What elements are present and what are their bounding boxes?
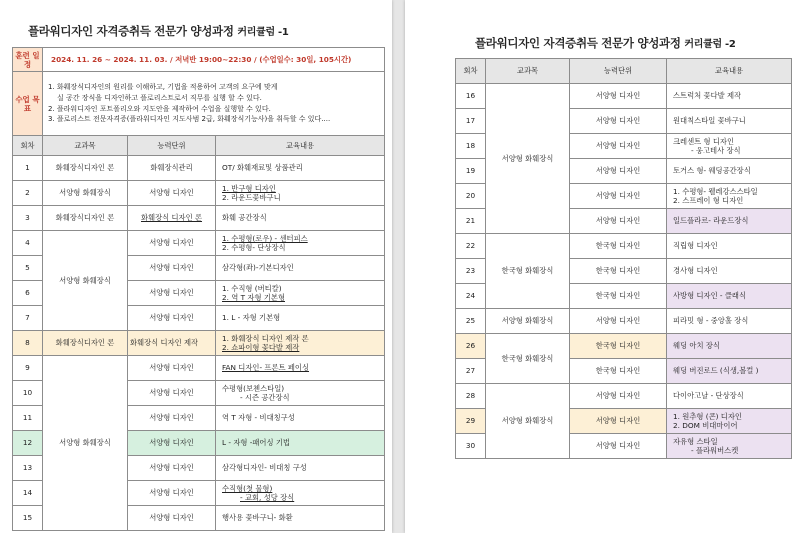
content-line: 토거스 형- 웨딩공간장식 — [673, 166, 751, 176]
content-line: 1. 수평형(로우) - 센터피스 — [222, 233, 308, 243]
content-line: 크레센트 형 디자인 — [673, 136, 735, 146]
content-line: 1. L - 자형 기본형 — [222, 313, 281, 323]
content-cell — [667, 159, 792, 184]
table-row — [456, 234, 792, 259]
content-cell — [216, 431, 385, 456]
unit-cell: 서양형 디자인 — [128, 256, 216, 281]
unit-cell: 서양형 디자인 — [570, 409, 667, 434]
content-cell — [216, 281, 385, 306]
unit-cell: 한국형 디자인 — [570, 284, 667, 309]
content-line: 2. 쇼파이형 꽃다발 제작 — [222, 343, 300, 352]
unit-cell: 서양형 디자인 — [570, 309, 667, 334]
content-cell — [667, 209, 792, 234]
session-number: 4 — [13, 231, 43, 256]
content-cell — [216, 406, 385, 431]
session-number: 25 — [456, 309, 486, 334]
content-line: 2. 수평형- 단상장식 — [222, 243, 286, 252]
goal-line: 실 공간 장식을 디자인하고 플로리스트로서 직무를 실행 할 수 있다. — [57, 93, 262, 102]
content-line: - 교회, 성당 장식 — [240, 493, 295, 502]
subject-cell: 화훼장식디자인 론 — [43, 331, 128, 356]
title-text: 플라워디자인 자격증취득 전문가 양성과정 — [475, 36, 681, 50]
period-value: 2024. 11. 26 ~ 2024. 11. 03. / 저녁반 19:00~22:30 / (수업일수: 30일, 105시간) — [43, 48, 385, 72]
session-number: 19 — [456, 159, 486, 184]
content-line: 수평형(보첸스타일) — [222, 383, 285, 393]
title-suffix: 커리큘럼 -1 — [237, 27, 289, 38]
content-cell — [667, 409, 792, 434]
table-row — [456, 84, 792, 109]
session-number: 15 — [13, 506, 43, 531]
unit-cell: 서양형 디자인 — [570, 159, 667, 184]
subject-cell: 서양형 화훼장식 — [43, 231, 128, 331]
subject-cell: 한국형 화훼장식 — [486, 334, 570, 384]
content-line: 1. 수직형 (버티칼) — [222, 283, 282, 293]
unit-cell: 서양형 디자인 — [128, 181, 216, 206]
unit-cell: 한국형 디자인 — [570, 234, 667, 259]
session-number: 12 — [13, 431, 43, 456]
session-number: 29 — [456, 409, 486, 434]
content-line: 피라밋 형 - 중앙홀 장식 — [673, 316, 749, 326]
content-line: - 시즌 공간장식 — [240, 393, 290, 402]
goal-line: 2. 플라워디자인 포트폴리오와 지도안을 제작하여 수업을 실행할 수 있다. — [48, 104, 271, 113]
content-line: 2. DOM 비대마이어 — [673, 421, 738, 430]
session-number: 26 — [456, 334, 486, 359]
unit-cell: 서양형 디자인 — [128, 306, 216, 331]
content-cell — [667, 259, 792, 284]
unit-cell: 한국형 디자인 — [570, 334, 667, 359]
content-line: 웨딩 아치 장식 — [673, 341, 720, 351]
subject-cell: 화훼장식디자인 론 — [43, 206, 128, 231]
content-line: 1. 수평형- 웰레강스스타일 — [673, 186, 758, 196]
session-number: 6 — [13, 281, 43, 306]
table-row — [13, 206, 385, 231]
content-cell — [216, 506, 385, 531]
content-cell — [216, 456, 385, 481]
unit-cell: 서양형 디자인 — [570, 184, 667, 209]
session-number: 3 — [13, 206, 43, 231]
content-cell — [667, 309, 792, 334]
subject-cell: 서양형 화훼장식 — [486, 384, 570, 459]
content-line: 스트럭처 꽃다발 제작 — [673, 91, 742, 101]
session-number: 11 — [13, 406, 43, 431]
unit-cell: 서양형 디자인 — [128, 456, 216, 481]
unit-cell: 화훼장식관리 — [128, 156, 216, 181]
unit-cell: 서양형 디자인 — [128, 481, 216, 506]
content-line: 직립형 디자인 — [673, 241, 718, 251]
content-line: FAN 디자인- 프론트 페이싱 — [222, 363, 310, 373]
content-line: 2. 스프레이 형 디자인 — [673, 196, 744, 205]
page-title — [475, 35, 736, 51]
table-row — [456, 334, 792, 359]
content-line: 2. 역 T 자형 기본형 — [222, 293, 285, 302]
content-cell — [667, 334, 792, 359]
content-line: L - 자형 -패어싱 기법 — [222, 438, 290, 448]
content-cell — [216, 156, 385, 181]
session-number: 9 — [13, 356, 43, 381]
unit-cell: 화훼장식 디자인 론 — [128, 206, 216, 231]
session-number: 18 — [456, 134, 486, 159]
curriculum-table-1 — [12, 47, 385, 531]
goals-label: 수업 목표 — [13, 72, 43, 136]
unit-cell: 서양형 디자인 — [128, 281, 216, 306]
table-row — [456, 384, 792, 409]
content-line: 삼각형(좌)-기본디자인 — [222, 263, 294, 273]
content-line: - 웅고테사 장식 — [691, 146, 741, 155]
content-line: 자유형 스타일 — [673, 436, 718, 446]
content-cell — [667, 234, 792, 259]
subject-cell: 한국형 화훼장식 — [486, 234, 570, 309]
session-number: 1 — [13, 156, 43, 181]
content-cell — [667, 384, 792, 409]
subject-cell: 서양형 화훼장식 — [43, 181, 128, 206]
content-cell — [216, 206, 385, 231]
period-label: 훈련 일정 — [13, 48, 43, 72]
header-num: 회차 — [13, 136, 43, 156]
unit-cell: 서양형 디자인 — [570, 384, 667, 409]
table-row — [13, 231, 385, 256]
content-line: 역 T 자형 - 비대칭구성 — [222, 413, 295, 423]
content-line: - 플라워버스켓 — [691, 446, 739, 455]
session-number: 24 — [456, 284, 486, 309]
header-num: 회차 — [456, 59, 486, 84]
unit-cell: 서양형 디자인 — [570, 109, 667, 134]
unit-cell: 서양형 디자인 — [128, 506, 216, 531]
page-title — [28, 23, 289, 39]
table-row — [456, 309, 792, 334]
session-number: 23 — [456, 259, 486, 284]
unit-cell: 서양형 디자인 — [128, 381, 216, 406]
content-line: 원대칙스타일 꽃바구니 — [673, 116, 746, 126]
content-cell — [667, 109, 792, 134]
subject-cell: 서양형 화훼장식 — [43, 356, 128, 531]
content-cell — [667, 284, 792, 309]
content-line: 1. 화훼장식 디자인 제작 론 — [222, 333, 309, 343]
content-line: 일드플라르- 라운드장식 — [673, 216, 749, 226]
table-row — [13, 156, 385, 181]
content-line: 경사형 디자인 — [673, 266, 718, 276]
content-cell — [216, 181, 385, 206]
session-number: 8 — [13, 331, 43, 356]
header-row — [456, 59, 792, 84]
content-cell — [667, 434, 792, 459]
content-line: 1. 반구형 디자인 — [222, 183, 276, 193]
curriculum-table-2 — [455, 58, 792, 459]
session-number: 10 — [13, 381, 43, 406]
subject-cell: 서양형 화훼장식 — [486, 309, 570, 334]
content-line: 화훼 공간장식 — [222, 213, 267, 223]
session-number: 14 — [13, 481, 43, 506]
session-number: 13 — [13, 456, 43, 481]
unit-cell: 서양형 디자인 — [570, 209, 667, 234]
unit-cell: 서양형 디자인 — [128, 356, 216, 381]
title-text: 플라워디자인 자격증취득 전문가 양성과정 — [28, 24, 234, 38]
content-cell — [216, 381, 385, 406]
unit-cell: 서양형 디자인 — [128, 231, 216, 256]
session-number: 7 — [13, 306, 43, 331]
title-suffix: 커리큘럼 -2 — [684, 39, 736, 50]
session-number: 30 — [456, 434, 486, 459]
content-cell — [667, 134, 792, 159]
unit-cell: 한국형 디자인 — [570, 359, 667, 384]
content-cell — [216, 231, 385, 256]
content-line: 사방형 디자인 - 클래식 — [673, 291, 747, 301]
content-cell — [216, 331, 385, 356]
session-number: 2 — [13, 181, 43, 206]
table-row — [13, 331, 385, 356]
unit-cell: 화훼장식 디자인 제작 — [128, 331, 216, 356]
content-cell — [216, 306, 385, 331]
content-line: 다이아고날 - 단상장식 — [673, 391, 744, 401]
content-line: OT/ 화훼재료및 상품관리 — [222, 163, 303, 173]
content-cell — [216, 481, 385, 506]
content-cell — [667, 84, 792, 109]
content-cell — [667, 184, 792, 209]
content-line: 수직형(첫 물형) — [222, 483, 273, 493]
unit-cell: 서양형 디자인 — [570, 134, 667, 159]
content-cell — [667, 359, 792, 384]
table-row — [13, 181, 385, 206]
header-row — [13, 136, 385, 156]
subject-cell: 화훼장식디자인 론 — [43, 156, 128, 181]
content-line: 삼각형디자인- 비대칭 구성 — [222, 463, 307, 473]
session-number: 21 — [456, 209, 486, 234]
content-cell — [216, 356, 385, 381]
content-line: 2. 라운드꽃바구니 — [222, 193, 281, 202]
goal-line: 1. 화훼장식디자인의 원리를 이해하고, 기법을 적용하여 고객의 요구에 맞게 — [48, 82, 278, 91]
header-subject: 교과목 — [486, 59, 570, 84]
content-cell — [216, 256, 385, 281]
unit-cell: 한국형 디자인 — [570, 259, 667, 284]
session-number: 5 — [13, 256, 43, 281]
header-unit: 능력단위 — [128, 136, 216, 156]
goal-line: 3. 플로리스트 전문자격증(플라워디자인 지도사범 2급, 화훼장식기능사)을 취득할 수 있다.... — [48, 115, 331, 124]
unit-cell: 서양형 디자인 — [128, 406, 216, 431]
goals-list — [43, 72, 385, 136]
header-content: 교육내용 — [216, 136, 385, 156]
header-subject: 교과목 — [43, 136, 128, 156]
session-number: 22 — [456, 234, 486, 259]
session-number: 17 — [456, 109, 486, 134]
session-number: 28 — [456, 384, 486, 409]
content-line: 웨딩 버진로드 (식생,볼컬 ) — [673, 366, 759, 376]
subject-cell: 서양형 화훼장식 — [486, 84, 570, 234]
content-line: 1. 원추형 (콘) 디자인 — [673, 411, 742, 421]
unit-cell: 서양형 디자인 — [128, 431, 216, 456]
unit-cell: 서양형 디자인 — [570, 84, 667, 109]
session-number: 16 — [456, 84, 486, 109]
session-number: 20 — [456, 184, 486, 209]
header-unit: 능력단위 — [570, 59, 667, 84]
table-row — [13, 356, 385, 381]
unit-cell: 서양형 디자인 — [570, 434, 667, 459]
header-content: 교육내용 — [667, 59, 792, 84]
session-number: 27 — [456, 359, 486, 384]
content-line: 행사용 꽃바구니- 화환 — [222, 513, 293, 523]
